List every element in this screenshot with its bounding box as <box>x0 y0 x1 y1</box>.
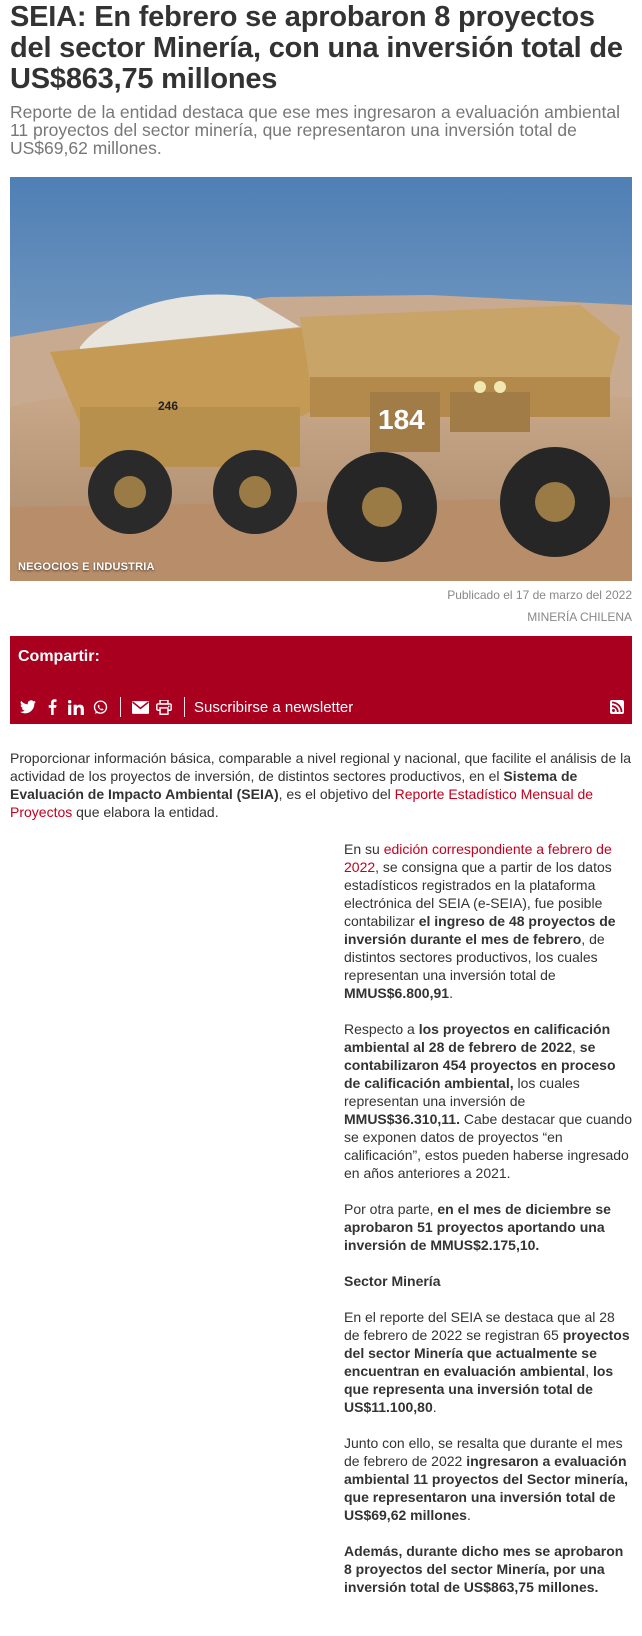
p2-bold: los proyectos en calificación ambiental al 28 de febrero de 2022 <box>344 1021 611 1055</box>
body-paragraph-4 <box>344 1308 632 1416</box>
category-label[interactable]: NEGOCIOS E INDUSTRIA <box>18 561 155 573</box>
body-paragraph-1 <box>344 840 632 1002</box>
rss-icon[interactable] <box>610 700 624 714</box>
p1-bold-2: MMUS$6.800,91 <box>344 985 450 1001</box>
twitter-icon[interactable] <box>18 697 38 717</box>
p3-text: Por otra parte, <box>344 1201 438 1217</box>
article-body <box>344 840 632 1614</box>
linkedin-icon[interactable] <box>66 697 86 717</box>
facebook-icon[interactable] <box>42 697 62 717</box>
body-paragraph-6 <box>344 1542 632 1596</box>
intro-text-2: , es el objetivo del <box>278 786 395 802</box>
p4-text-3: . <box>432 1399 437 1415</box>
p1-text-3: , de distintos sectores productivos, los cuales representan una inversión total de <box>344 931 605 983</box>
mining-trucks-illustration <box>10 177 632 581</box>
share-divider <box>120 697 121 717</box>
p5-text-2: . <box>466 1507 471 1523</box>
article <box>10 0 632 1595</box>
p1-text-2: , se consigna que a partir de los datos estadísticos registrados en la plataforma electrónica del SEIA (e-SEIA), fue posible contabilizar <box>344 859 612 929</box>
p2-text: Respecto a <box>344 1021 419 1037</box>
intro-bold: Sistema de Evaluación de Impacto Ambiental (SEIA) <box>10 768 578 802</box>
article-subtitle: Reporte de la entidad destaca que ese mes ingresaron a evaluación ambiental 11 proyectos del sector minería, que representaron una inversión total de US$69,62 millones. <box>10 102 620 158</box>
p5-text: Junto con ello, se resalta que durante el mes de febrero de 2022 <box>344 1435 623 1469</box>
intro-paragraph <box>10 749 632 821</box>
section-heading: Sector Minería <box>344 1273 441 1289</box>
p4-bold-2: los que representa una inversión total de US$11.100,80 <box>344 1363 614 1415</box>
p4-bold: proyectos del sector Minería que actualmente se encuentran en evaluación ambiental <box>344 1327 630 1379</box>
edition-link[interactable]: edición correspondiente a febrero de 2022 <box>344 841 612 875</box>
p5-bold: ingresaron a evaluación ambiental 11 proyectos del Sector minería, que representaron una inversión total de US$69,62 millones <box>344 1453 628 1523</box>
share-title: Compartir: <box>18 648 100 665</box>
p6-bold: Además, durante dicho mes se aprobaron 8 proyectos del sector Minería, por una inversión total de US$863,75 millones. <box>344 1543 624 1595</box>
article-title: SEIA: En febrero se aprobaron 8 proyectos del sector Minería, con una inversión total de US$863,75 millones <box>10 1 623 95</box>
whatsapp-icon[interactable] <box>90 697 110 717</box>
report-link[interactable]: Reporte Estadístico Mensual de Proyectos <box>10 786 594 820</box>
publish-date: Publicado el 17 de marzo del 2022 <box>447 588 632 602</box>
p2-bold-3: MMUS$36.310,11. <box>344 1111 460 1127</box>
body-paragraph-3 <box>344 1200 632 1254</box>
p4-text-2: , <box>585 1363 593 1379</box>
intro-text: Proporcionar información básica, comparable a nivel regional y nacional, que facilite el análisis de la actividad de los proyectos de inversión, de distintos sectores productivos, en el <box>10 750 632 784</box>
body-paragraph-5 <box>344 1434 632 1524</box>
p1-bold: el ingreso de 48 proyectos de inversión durante el mes de febrero <box>344 913 616 947</box>
p3-bold: en el mes de diciembre se aprobaron 51 proyectos aportando una inversión de MMUS$2.175,10. <box>344 1201 611 1253</box>
mail-icon[interactable] <box>130 697 150 717</box>
share-bar <box>10 636 632 724</box>
p2-text-4: Cabe destacar que cuando se exponen datos de proyectos “en calificación”, estos pueden haberse ingresado en años anteriores a 2021. <box>344 1111 632 1181</box>
p4-text: En el reporte del SEIA se destaca que al 28 de febrero de 2022 se registran 65 <box>344 1309 615 1343</box>
truck-1-number: 246 <box>158 399 179 413</box>
intro-text-3: que elabora la entidad. <box>72 804 219 820</box>
p2-bold-2: se contabilizaron 454 proyectos en proceso de calificación ambiental, <box>344 1039 616 1091</box>
newsletter-link[interactable]: Suscribirse a newsletter <box>194 698 354 716</box>
body-paragraph-2 <box>344 1020 632 1182</box>
p2-text-2: , <box>572 1039 580 1055</box>
share-divider-2 <box>184 697 185 717</box>
hero-image <box>10 177 632 581</box>
truck-2-number: 184 <box>378 404 425 435</box>
p2-text-3: los cuales representan una inversión de <box>344 1075 580 1109</box>
source-label: MINERÍA CHILENA <box>527 610 632 624</box>
p1-text: En su <box>344 841 384 857</box>
p1-text-4: . <box>449 985 453 1001</box>
share-row <box>18 696 353 718</box>
print-icon[interactable] <box>154 697 174 717</box>
